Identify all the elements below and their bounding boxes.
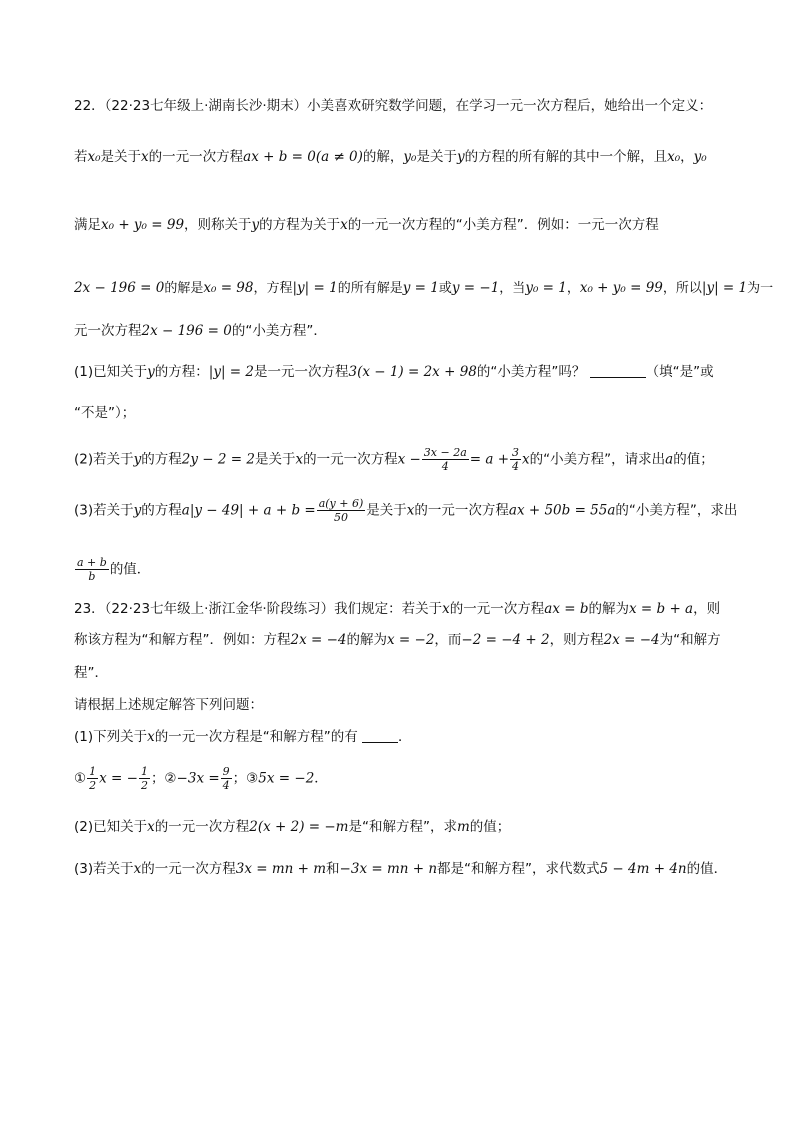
q23-part1-answer-blank[interactable]: [362, 728, 398, 743]
q22-example-line: 2x − 196 = 0的解是x₀ = 98，方程|y| = 1的所有解是y = 1或y = −1，当y₀ = 1，x₀ + y₀ = 99，所以|y| = 1为一: [74, 280, 774, 296]
q22-part3-continued: $\frac{a + b}{b}$ 的值．: [77, 556, 151, 583]
q23-part1-options: ① $\frac{1}{2}$ x = − $\frac{1}{2}$ ；②−3x = $\frac{9}{4}$ ；③5x = −2．: [74, 765, 328, 792]
q22-part1-continued: “不是”）；: [74, 405, 136, 421]
fraction: $\frac{3x - 2a}{4}$: [423, 446, 467, 473]
fraction: $\frac{a(y + 6)}{50}$: [318, 497, 364, 524]
q23-part1: (1)下列关于x的一元一次方程是“和解方程”的有 ．: [74, 729, 412, 745]
q23-example-end: 程”．: [74, 665, 108, 681]
q22-part1-answer-blank[interactable]: [590, 363, 646, 378]
q22-definition-line1: 若x₀是关于x的一元一次方程ax + b = 0(a ≠ 0)的解，y₀是关于y的方程的所有解的其中一个解，且x₀，y₀: [74, 149, 707, 165]
fraction: $\frac{a + b}{b}$: [77, 556, 107, 583]
fraction: $\frac{9}{4}$: [222, 765, 230, 792]
q23-instructions: 请根据上述规定解答下列问题：: [74, 697, 263, 713]
q23-intro: 23．（22·23七年级上·浙江金华·阶段练习）我们规定：若关于x的一元一次方程ax = b的解为x = b + a，则: [74, 601, 721, 617]
q22-part2: (2)若关于y的方程2y − 2 = 2是关于x的一元一次方程x − $\frac{3x - 2a}{4}$ = a + $\frac{3}{4}$ x的“小美方程”，请求出a的值；: [74, 446, 714, 473]
q23-part2: (2)已知关于x的一元一次方程2(x + 2) = −m是“和解方程”，求m的值；: [74, 819, 511, 835]
fraction: $\frac{1}{2}$: [89, 765, 97, 792]
q22-intro: 22．（22·23七年级上·湖南长沙·期末）小美喜欢研究数学问题，在学习一元一次方程后，她给出一个定义：: [74, 98, 713, 114]
q22-part3: (3)若关于y的方程a|y − 49| + a + b = $\frac{a(y + 6)}{50}$ 是关于x的一元一次方程ax + 50b = 55a的“小美方程”，求出: [74, 497, 738, 524]
q22-example-end: 元一次方程2x − 196 = 0的“小美方程”．: [74, 323, 327, 339]
q22-definition-line2: 满足x₀ + y₀ = 99，则称关于y的方程为关于x的一元一次方程的“小美方程”．例如：一元一次方程: [74, 217, 659, 233]
fraction: $\frac{1}{2}$: [140, 765, 148, 792]
q22-part1: (1)已知关于y的方程：|y| = 2是一元一次方程3(x − 1) = 2x + 98的“小美方程”吗？ （填“是”或: [74, 364, 714, 380]
q23-part3: (3)若关于x的一元一次方程3x = mn + m和−3x = mn + n都是“和解方程”，求代数式5 − 4m + 4n的值．: [74, 861, 728, 877]
q23-example: 称该方程为“和解方程”．例如：方程2x = −4的解为x = −2，而−2 = −4 + 2，则方程2x = −4为“和解方: [74, 632, 721, 648]
fraction: $\frac{3}{4}$: [512, 446, 520, 473]
